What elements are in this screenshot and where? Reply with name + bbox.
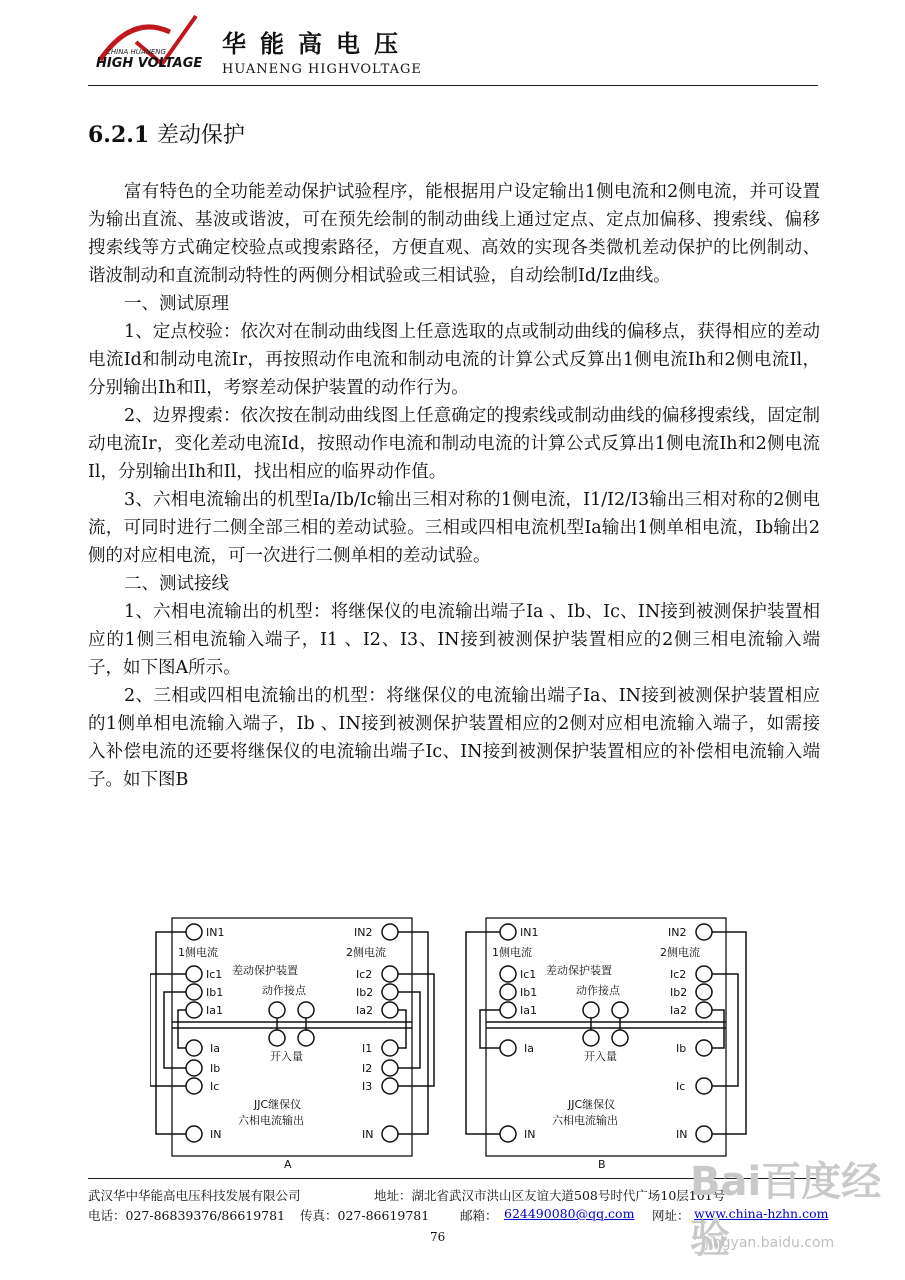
label-ic1: Ic1: [206, 968, 223, 981]
company-logo: [92, 12, 222, 82]
label-in-left: IN: [210, 1128, 222, 1141]
heading-principle: 一、测试原理: [124, 294, 229, 314]
label-input: 开入量: [270, 1050, 303, 1063]
footer-address: 地址：湖北省武汉市洪山区友谊大道508号时代广场10层101号: [374, 1188, 726, 1203]
label-i2: I2: [362, 1062, 373, 1075]
logo-text-main: HIGH VOLTAGE: [96, 56, 203, 71]
section-heading: [88, 118, 245, 149]
label-side2: 2侧电流: [346, 946, 386, 959]
caption-b: B: [598, 1158, 606, 1170]
page-number: 76: [430, 1230, 446, 1244]
b-label-ic2: Ic2: [670, 968, 687, 981]
b-label-side2: 2侧电流: [660, 946, 700, 959]
header-divider: [88, 85, 818, 86]
paragraph-fixed-point: 1、定点校验：依次对在制动曲线图上任意选取的点或制动曲线的偏移点，获得相应的差动电流Id和制动电流Ir，再按照动作电流和制动电流的计算公式反算出1侧电流Ih和2侧电流Il，分别输出Ih和Il，考察差动保护装置的动作行为。: [88, 322, 820, 398]
b-label-ic: Ic: [676, 1080, 686, 1093]
b-label-in1: IN1: [520, 926, 539, 939]
b-label-input: 开入量: [584, 1050, 617, 1063]
label-ib2: Ib2: [356, 986, 374, 999]
label-ia2: Ia2: [356, 1004, 373, 1017]
footer-phone: 电话：027-86839376/86619781: [88, 1208, 286, 1223]
label-ib: Ib: [210, 1062, 221, 1075]
footer-web-link[interactable]: www.china-hzhn.com: [694, 1206, 829, 1221]
label-device: 差动保护装置: [232, 964, 298, 977]
b-label-six-phase: 六相电流输出: [552, 1114, 618, 1127]
label-side1: 1侧电流: [178, 946, 218, 959]
label-ia1: Ia1: [206, 1004, 223, 1017]
label-in2: IN2: [354, 926, 373, 939]
footer-email-link[interactable]: 624490080@qq.com: [504, 1206, 635, 1221]
company-name-en: HUANENG HIGHVOLTAGE: [222, 62, 422, 77]
watermark-url: jingyan.baidu.com: [705, 1235, 835, 1251]
label-i1: I1: [362, 1042, 373, 1055]
footer-fax: 传真：027-86619781: [300, 1208, 430, 1223]
label-ic2: Ic2: [356, 968, 373, 981]
b-label-ib: Ib: [676, 1042, 687, 1055]
b-label-ia2: Ia2: [670, 1004, 687, 1017]
b-label-ic1: Ic1: [520, 968, 537, 981]
diagram-b-labels: [492, 926, 700, 1170]
b-label-ia1: Ia1: [520, 1004, 537, 1017]
section-title: 差动保护: [156, 123, 245, 148]
label-ia: Ia: [210, 1042, 220, 1055]
label-in-right: IN: [362, 1128, 374, 1141]
body-text: [88, 178, 820, 794]
b-label-tester: JJC继保仪: [568, 1098, 616, 1111]
label-ib1: Ib1: [206, 986, 224, 999]
b-label-in-left: IN: [524, 1128, 536, 1141]
diagram-a-labels: [178, 926, 386, 1170]
b-label-ib2: Ib2: [670, 986, 688, 999]
b-label-in-right: IN: [676, 1128, 688, 1141]
b-label-in2: IN2: [668, 926, 687, 939]
b-label-contacts: 动作接点: [576, 984, 620, 997]
paragraph-boundary-search: 2、边界搜索：依次按在制动曲线图上任意确定的搜索线或制动曲线的偏移搜索线，固定制动电流Ir，变化差动电流Id，按照动作电流和制动电流的计算公式反算出1侧电流Ih和2侧电流Il，分别输出Ih和Il，找出相应的临界动作值。: [88, 406, 820, 482]
b-label-ia: Ia: [524, 1042, 534, 1055]
paragraph-wiring-three: 2、三相或四相电流输出的机型：将继保仪的电流输出端子Ia、IN接到被测保护装置相应的1侧单相电流输入端子，Ib 、IN接到被测保护装置相应的2侧对应相电流输入端子，如需接入补偿电流的还要将继保仪的电流输出端子Ic、IN接到被测保护装置相应的补偿相电流输入端子。如下图B: [88, 686, 820, 790]
label-in1: IN1: [206, 926, 225, 939]
company-name-cn: 华能高电压: [222, 30, 412, 58]
heading-wiring: 二、测试接线: [124, 574, 229, 594]
footer-web-label: 网址：: [652, 1208, 690, 1223]
b-label-ib1: Ib1: [520, 986, 538, 999]
b-label-device: 差动保护装置: [546, 964, 612, 977]
watermark: Bai百度经验: [690, 1159, 882, 1262]
label-six-phase: 六相电流输出: [238, 1114, 304, 1127]
label-tester: JJC继保仪: [254, 1098, 302, 1111]
footer-email-label: 邮箱：: [460, 1208, 498, 1223]
caption-a: A: [284, 1158, 292, 1170]
label-i3: I3: [362, 1080, 373, 1093]
paragraph-intro: 富有特色的全功能差动保护试验程序，能根据用户设定输出1侧电流和2侧电流，并可设置为输出直流、基波或谐波，可在预先绘制的制动曲线上通过定点、定点加偏移、搜索线、偏移搜索线等方式确定校验点或搜索路径，方便直观、高效的实现各类微机差动保护的比例制动、谐波制动和直流制动特性的两侧分相试验或三相试验，自动绘制Id/Iz曲线。: [88, 182, 820, 286]
b-label-side1: 1侧电流: [492, 946, 532, 959]
label-ic: Ic: [210, 1080, 220, 1093]
wiring-diagrams: [150, 910, 810, 1170]
label-contacts: 动作接点: [262, 984, 306, 997]
section-number: 6.2.1: [88, 122, 150, 148]
paragraph-wiring-six: 1、六相电流输出的机型：将继保仪的电流输出端子Ia 、Ib、Ic、IN接到被测保护装置相应的1侧三相电流输入端子，I1 、I2、I3、IN接到被测保护装置相应的2侧三相电流输入端子，如下图A所示。: [88, 602, 820, 678]
paragraph-six-phase: 3、六相电流输出的机型Ia/Ib/Ic输出三相对称的1侧电流，I1/I2/I3输出三相对称的2侧电流，可同时进行二侧全部三相的差动试验。三相或四相电流机型Ia输出1侧单相电流，Ib输出2侧的对应相电流，可一次进行二侧单相的差动试验。: [88, 490, 820, 566]
footer-company: 武汉华中华能高电压科技发展有限公司: [88, 1188, 301, 1203]
logo-text-top: CHINA HUANENG: [106, 48, 166, 56]
